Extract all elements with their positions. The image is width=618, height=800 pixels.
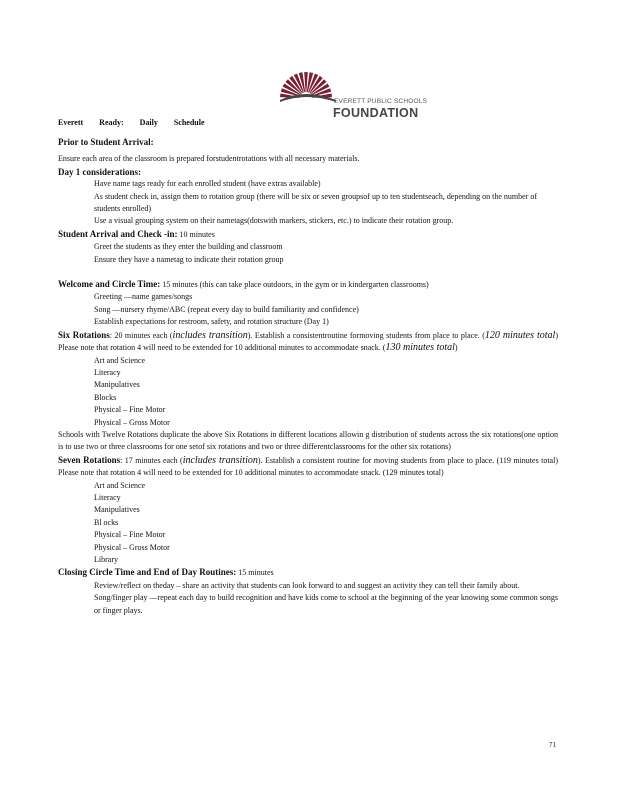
prior-text: Ensure each area of the classroom is prepared forstudentrotations with all necessary materials.	[58, 154, 360, 164]
list-item: Physical – Gross Motor	[94, 417, 170, 427]
schedule-content	[58, 136, 558, 617]
list-item: Ensure they have a nametag to indicate their rotation group	[94, 254, 284, 264]
sunburst-icon	[276, 70, 336, 106]
list-item: As student check in, assign them to rotation group (there will be six or seven groupsof up to ten studentseach, depending on the number of students enrolled)	[94, 191, 538, 214]
welcome-text: 15 minutes (this can take place outdoors, in the gym or in kindergarten classrooms)	[162, 280, 429, 290]
welcome-list	[58, 291, 558, 328]
list-item: Literacy	[94, 367, 121, 377]
arrival-line	[58, 228, 558, 241]
list-item: Establish expectations for restroom, safety, and rotation structure (Day 1)	[94, 317, 329, 327]
list-item: Review/reflect on theday – share an activity that students can look forward to and suggest an activity they can tell their family about.	[94, 580, 520, 590]
arrival-list	[58, 241, 558, 266]
seven-heading: Seven Rotations	[58, 454, 121, 465]
list-item: Use a visual grouping system on their nametags(dotswith markers, stickers, etc.) to indicate their rotation group.	[94, 216, 454, 226]
arrival-duration: 10 minutes	[179, 229, 215, 239]
prior-heading: Prior to Student Arrival:	[58, 137, 154, 147]
logo-top-text: EVERETT PUBLIC SCHOOLS	[334, 98, 428, 105]
seven-rotations-list	[58, 480, 558, 567]
closing-duration: 15 minutes	[238, 568, 274, 578]
list-item: Art and Science	[94, 355, 146, 365]
welcome-line	[58, 278, 558, 291]
list-item: Manipulatives	[94, 505, 140, 515]
six-rotations-text: Six Rotations: 20 minutes each (includes transition). Establish a consistentroutine formoving students from place to place. (120 minutes total) Please note that rotation 4 will need to be extended for 10 additional minutes to accommodate snack. (130 minutes total)	[58, 329, 558, 354]
list-item: Song —nursery rhyme/ABC (repeat every day to build familiarity and confidence)	[94, 304, 359, 314]
list-item: Blocks	[94, 392, 117, 402]
list-item: Bl ocks	[94, 517, 119, 527]
six-rotations-list	[58, 355, 558, 429]
list-item: Greeting —name games/songs	[94, 292, 193, 302]
list-item: Art and Science	[94, 480, 146, 490]
twelve-rotations-note: Schools with Twelve Rotations duplicate the above Six Rotations in different locations allowin g distribution of students across the six rotations(one option is to use two or three classrooms for one setof six rotations and two or three differentclassrooms for the other six rotations)	[58, 429, 558, 452]
list-item: Physical – Fine Motor	[94, 405, 166, 415]
closing-list	[58, 580, 558, 617]
list-item: Physical – Gross Motor	[94, 542, 170, 552]
seven-rotations-text: Seven Rotations: 17 minutes each (includes transition). Establish a consistent routine for moving students from place to place. (119 minutes total) Please note that rotation 4 will need to be extended for 10 additional minutes to accommodate snack. (129 minutes total)	[58, 454, 558, 478]
day1-heading: Day 1 considerations:	[58, 166, 141, 177]
list-item: Have name tags ready for each enrolled student (have extras available)	[94, 179, 321, 189]
closing-line	[58, 566, 558, 579]
list-item: Manipulatives	[94, 380, 140, 390]
day1-list	[58, 178, 558, 228]
list-item: Library	[94, 555, 118, 564]
six-heading: Six Rotations	[58, 329, 110, 340]
welcome-heading: Welcome and Circle Time:	[58, 279, 161, 290]
list-item: Physical – Fine Motor	[94, 530, 166, 540]
arrival-heading: Student Arrival and Check -in:	[58, 228, 178, 239]
list-item: Song/finger play —repeat each day to build recognition and have kids come to school at the beginning of the year knowing some common songs or finger plays.	[94, 593, 558, 615]
list-item: Literacy	[94, 492, 121, 502]
foundation-logo	[276, 70, 428, 122]
closing-heading: Closing Circle Time and End of Day Routines:	[58, 567, 237, 578]
page-number: 71	[549, 741, 556, 749]
list-item: Greet the students as they enter the building and classroom	[94, 242, 283, 252]
logo-main-text: FOUNDATION	[333, 106, 419, 120]
document-title: Everett Ready: Daily Schedule	[58, 118, 205, 127]
